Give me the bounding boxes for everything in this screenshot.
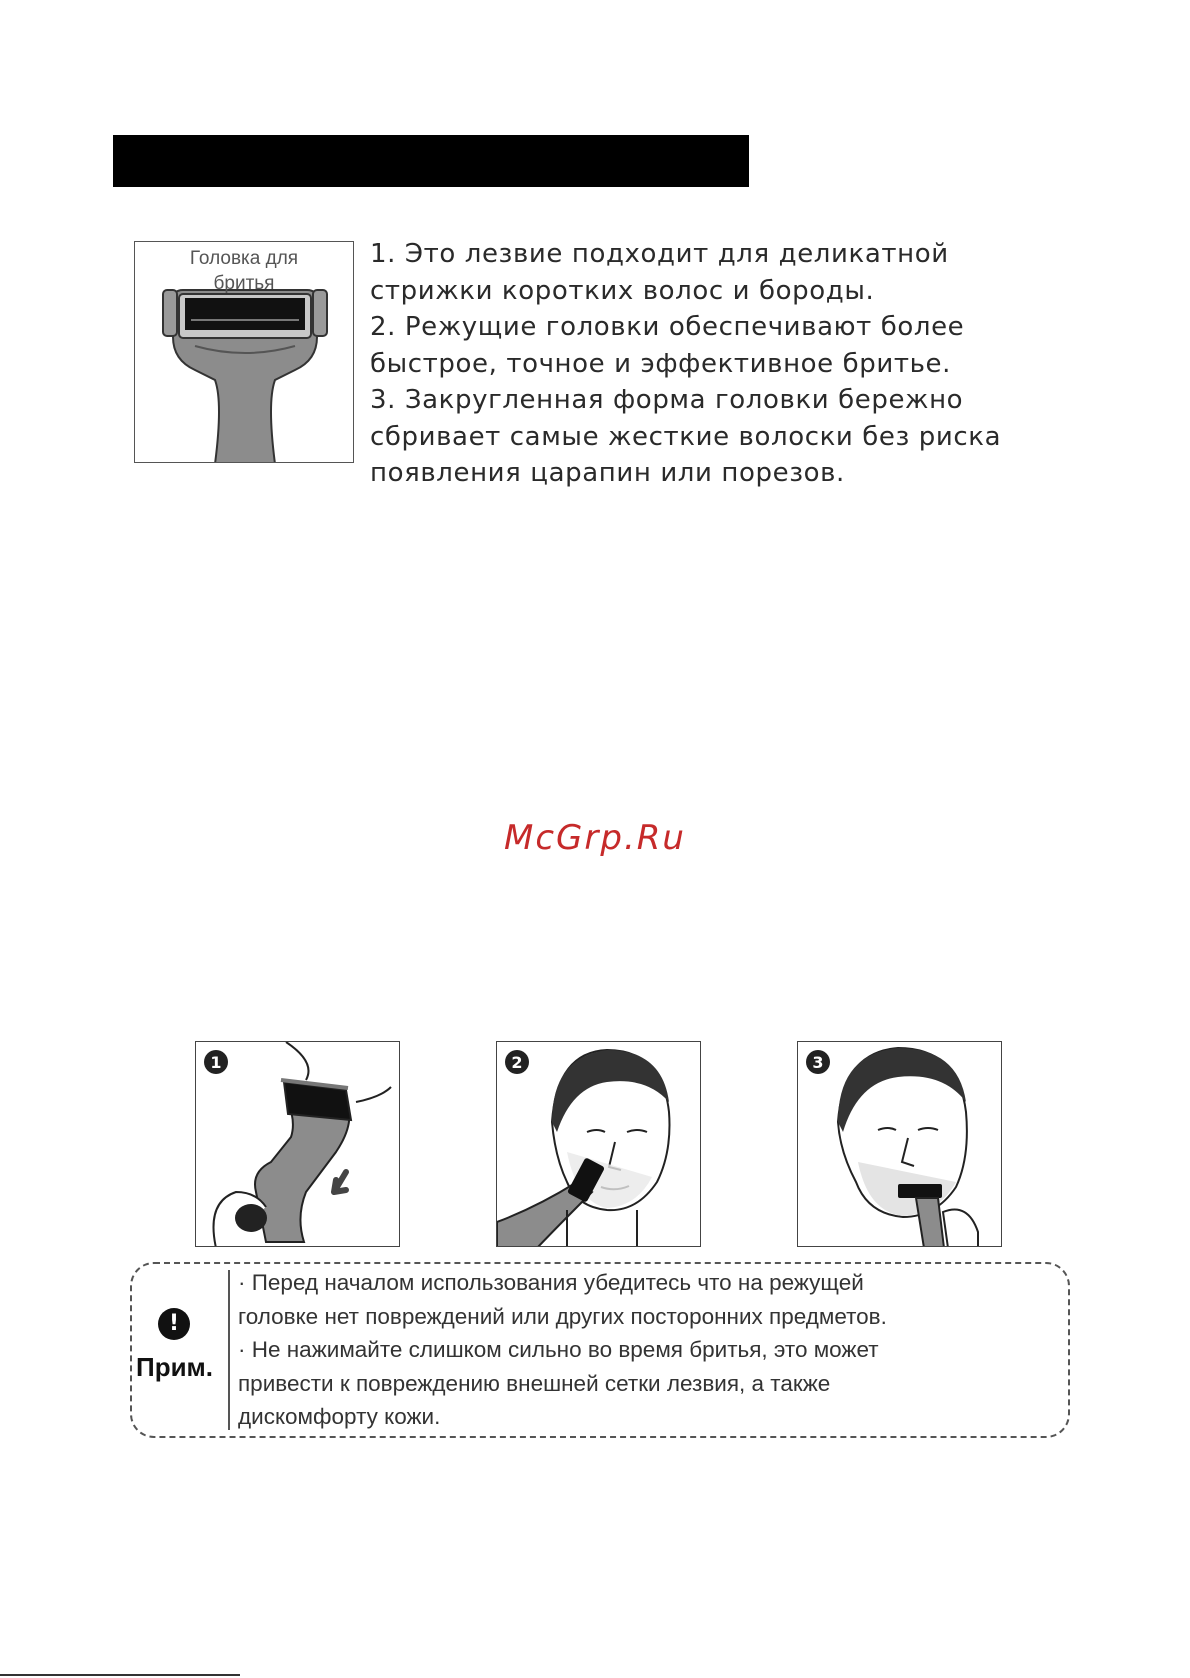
step-2-illustration xyxy=(496,1041,701,1247)
feature-line: стрижки коротких волос и бороды. xyxy=(370,275,875,306)
note-line: привести к повреждению внешней сетки лезвия, а также xyxy=(238,1370,831,1396)
bottom-rule xyxy=(0,1674,240,1676)
note-line: · Перед началом использования убедитесь что на режущей xyxy=(238,1270,864,1295)
usage-note xyxy=(130,1262,1070,1438)
figure-caption-line-1: Головка для xyxy=(189,248,299,269)
feature-list xyxy=(370,236,1090,492)
feature-line: 1. Это лезвие подходит для деликатной xyxy=(370,239,949,269)
exclamation-icon: ! xyxy=(158,1308,190,1340)
feature-line: 3. Закругленная форма головки бережно xyxy=(370,385,964,415)
note-line: · Не нажимайте слишком сильно во время бритья, это может xyxy=(238,1337,879,1362)
section-title-bar xyxy=(113,135,749,187)
note-line: дискомфорту кожи. xyxy=(238,1404,441,1429)
figure-caption xyxy=(135,246,353,296)
shaving-head-figure xyxy=(134,241,354,463)
step-number: 2 xyxy=(511,1053,523,1072)
step-1-illustration xyxy=(195,1041,400,1247)
note-text xyxy=(238,1266,1058,1434)
feature-line: 2. Режущие головки обеспечивают более xyxy=(370,312,965,342)
feature-line: появления царапин или порезов. xyxy=(370,458,845,488)
note-divider xyxy=(228,1270,230,1430)
feature-line: быстрое, точное и эффективное бритье. xyxy=(370,348,952,379)
watermark: McGrp.Ru xyxy=(504,818,686,858)
figure-caption-line-2: бритья xyxy=(213,273,275,294)
feature-line: сбривает самые жесткие волоски без риска xyxy=(370,421,1002,452)
step-number: 1 xyxy=(210,1053,222,1072)
step-3-illustration xyxy=(797,1041,1002,1247)
note-line: головке нет повреждений или других посторонних предметов. xyxy=(238,1303,887,1329)
note-label: Прим. xyxy=(136,1352,214,1382)
step-number: 3 xyxy=(812,1053,824,1072)
